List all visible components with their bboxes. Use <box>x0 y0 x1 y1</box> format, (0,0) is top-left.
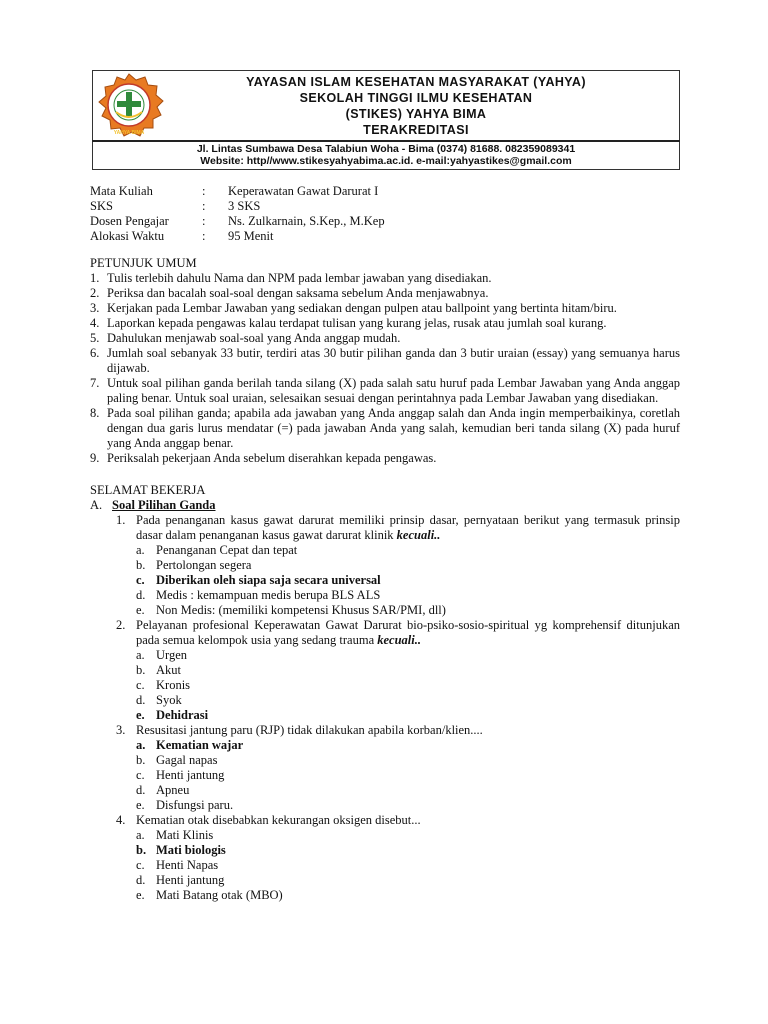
list-number: 3. <box>90 301 100 315</box>
option <box>116 543 680 558</box>
list-text: Laporkan kepada pengawas kalau terdapat tulisan yang kurang jelas, rusak atau jumlah soal kurang. <box>107 316 607 330</box>
option <box>116 588 680 603</box>
info-value: 95 Menit <box>228 229 274 243</box>
question <box>90 723 680 813</box>
college-short-name: (STIKES) YAHYA BIMA <box>345 107 487 121</box>
option-text: Pertolongan segera <box>156 558 252 572</box>
list-text: Periksalah pekerjaan Anda sebelum diserahkan kepada pengawas. <box>107 451 437 465</box>
info-row <box>90 229 385 244</box>
info-value: 3 SKS <box>228 199 261 213</box>
option-letter: e. <box>136 888 145 902</box>
list-item <box>90 301 680 316</box>
question-body: Pelayanan profesional Keperawatan Gawat Darurat bio-psiko-sosio-spiritual yg komprehensif ditunjukan pada semua kelompok usia yang sedang trauma <box>136 618 680 647</box>
option <box>116 888 680 903</box>
question-number: 2. <box>116 618 126 632</box>
option <box>116 603 680 618</box>
instructions-list <box>90 271 680 466</box>
list-item <box>90 346 680 376</box>
list-item <box>90 316 680 331</box>
option-letter: c. <box>136 768 145 782</box>
option-letter: c. <box>136 573 145 587</box>
option <box>116 783 680 798</box>
option <box>116 693 680 708</box>
option-letter: b. <box>136 843 147 857</box>
option-text: Urgen <box>156 648 188 662</box>
accreditation: TERAKREDITASI <box>363 123 469 137</box>
option-text: Mati Klinis <box>156 828 214 842</box>
info-colon: : <box>202 214 206 228</box>
list-text: Kerjakan pada Lembar Jawaban yang sediakan dengan pulpen atau ballpoint yang bertinta hitam/biru. <box>107 301 617 315</box>
option-letter: b. <box>136 558 146 572</box>
option-letter: c. <box>136 858 145 872</box>
option-text: Penanganan Cepat dan tepat <box>156 543 298 557</box>
list-item <box>90 286 680 301</box>
section-letter: A. <box>90 498 103 512</box>
option <box>116 663 680 678</box>
option-letter: a. <box>136 648 145 662</box>
option-text: Akut <box>156 663 181 677</box>
list-number: 7. <box>90 376 100 390</box>
section-name: Soal Pilihan Ganda <box>112 498 216 512</box>
option <box>116 768 680 783</box>
option-text: Disfungsi paru. <box>156 798 234 812</box>
info-value: Keperawatan Gawat Darurat I <box>228 184 379 198</box>
option-letter: b. <box>136 753 146 767</box>
instructions-heading: PETUNJUK UMUM <box>90 256 197 270</box>
list-item <box>90 331 680 346</box>
question-row <box>116 618 680 648</box>
question-text <box>136 618 680 648</box>
option-letter: e. <box>136 603 145 617</box>
option-text: Syok <box>156 693 182 707</box>
info-label: Mata Kuliah <box>90 184 153 198</box>
info-label: Dosen Pengajar <box>90 214 169 228</box>
option-text: Henti jantung <box>156 768 225 782</box>
question-emphasis: kecuali.. <box>377 633 421 647</box>
question-row <box>116 513 680 543</box>
option-letter: a. <box>136 828 145 842</box>
option-text: Diberikan oleh siapa saja secara universal <box>156 573 381 587</box>
list-text: Dahulukan menjawab soal-soal yang Anda anggap mudah. <box>107 331 401 345</box>
option-text: Mati Batang otak (MBO) <box>156 888 283 902</box>
question-number: 3. <box>116 723 126 737</box>
question-text: Resusitasi jantung paru (RJP) tidak dilakukan apabila korban/klien.... <box>136 723 483 737</box>
option-text: Henti Napas <box>156 858 219 872</box>
option <box>116 753 680 768</box>
option-text: Kronis <box>156 678 191 692</box>
question <box>90 618 680 723</box>
list-text: Periksa dan bacalah soal-soal dengan saksama sebelum Anda menjawabnya. <box>107 286 489 300</box>
foundation-name: YAYASAN ISLAM KESEHATAN MASYARAKAT (YAHYA) <box>246 75 586 89</box>
question-emphasis: kecuali.. <box>396 528 441 542</box>
question-body: Pada penanganan kasus gawat darurat memiliki prinsip dasar, pernyataan berikut yang termasuk prinsip dasar dalam penanganan kasus gawat darurat klinik <box>136 513 680 542</box>
info-row <box>90 199 385 214</box>
info-row <box>90 184 385 199</box>
question-row <box>116 813 680 828</box>
list-number: 8. <box>90 406 100 420</box>
question <box>90 513 680 618</box>
option-letter: a. <box>136 738 146 752</box>
option-text: Kematian wajar <box>156 738 244 752</box>
option-letter: d. <box>136 588 146 602</box>
list-item <box>90 376 680 406</box>
option <box>116 828 680 843</box>
option-letter: b. <box>136 663 146 677</box>
question-text: Kematian otak disebabkan kekurangan oksigen disebut... <box>136 813 421 827</box>
list-number: 6. <box>90 346 100 360</box>
question-row <box>116 723 680 738</box>
question-number: 4. <box>116 813 126 827</box>
option-letter: d. <box>136 783 146 797</box>
option-letter: e. <box>136 798 145 812</box>
list-item <box>90 271 680 286</box>
option-letter: d. <box>136 693 146 707</box>
option-answer <box>116 708 680 723</box>
info-colon: : <box>202 184 206 198</box>
info-row <box>90 214 385 229</box>
list-text: Jumlah soal sebanyak 33 butir, terdiri atas 30 butir pilihan ganda dan 3 butir uraian (essay) yang semuanya harus dijawab. <box>107 346 680 375</box>
option <box>116 678 680 693</box>
letterhead-divider <box>92 140 680 142</box>
list-text: Pada soal pilihan ganda; apabila ada jawaban yang Anda anggap salah dan Anda ingin memperbaikinya, coretlah dengan dua garis lurus mendatar (=) pada jawaban Anda yang salah, kemudian beri tanda silang (X) pada huruf yang Anda anggap benar. <box>107 406 680 450</box>
spacer <box>90 466 680 483</box>
option-letter: d. <box>136 873 146 887</box>
address: Jl. Lintas Sumbawa Desa Talabiun Woha - Bima (0374) 81688. 082359089341 <box>196 143 576 155</box>
list-text: Tulis terlebih dahulu Nama dan NPM pada lembar jawaban yang disediakan. <box>107 271 492 285</box>
website-email: Website: http//www.stikesyahyabima.ac.id. e-mail:yahyastikes@gmail.com <box>200 155 572 167</box>
svg-text:YAHYA BIMA: YAHYA BIMA <box>113 130 145 136</box>
list-number: 9. <box>90 451 100 465</box>
info-label: SKS <box>90 199 113 213</box>
info-label: Alokasi Waktu <box>90 229 165 243</box>
info-colon: : <box>202 229 206 243</box>
option-text: Gagal napas <box>156 753 218 767</box>
list-item <box>90 406 680 451</box>
list-number: 2. <box>90 286 100 300</box>
option <box>116 858 680 873</box>
greeting-heading: SELAMAT BEKERJA <box>90 483 206 497</box>
option-answer <box>116 843 680 858</box>
info-colon: : <box>202 199 206 213</box>
option-text: Dehidrasi <box>156 708 209 722</box>
option-letter: e. <box>136 708 145 722</box>
option-answer <box>116 738 680 753</box>
option <box>116 558 680 573</box>
list-number: 1. <box>90 271 100 285</box>
list-item <box>90 451 680 466</box>
option-text: Apneu <box>156 783 190 797</box>
option <box>116 873 680 888</box>
question <box>90 813 680 903</box>
course-info <box>90 184 385 244</box>
question-number: 1. <box>116 513 126 527</box>
info-value: Ns. Zulkarnain, S.Kep., M.Kep <box>228 214 385 228</box>
option-letter: a. <box>136 543 145 557</box>
option-text: Henti jantung <box>156 873 225 887</box>
option-text: Mati biologis <box>156 843 226 857</box>
list-number: 5. <box>90 331 100 345</box>
section-title <box>90 498 680 513</box>
option-answer <box>116 573 680 588</box>
list-number: 4. <box>90 316 100 330</box>
exam-content <box>90 256 680 903</box>
college-name: SEKOLAH TINGGI ILMU KESEHATAN <box>299 91 533 105</box>
list-text: Untuk soal pilihan ganda berilah tanda silang (X) pada salah satu huruf pada Lembar Jawaban yang Anda anggap paling benar. Untuk soal uraian, selesaikan sesuai dengan perintahnya pada Lembar Jawaban yang disediakan. <box>107 376 680 405</box>
option-text: Medis : kemampuan medis berupa BLS ALS <box>156 588 381 602</box>
option <box>116 798 680 813</box>
option <box>116 648 680 663</box>
option-text: Non Medis: (memiliki kompetensi Khusus SAR/PMI, dll) <box>156 603 446 617</box>
option-letter: c. <box>136 678 145 692</box>
letterhead <box>92 70 680 170</box>
question-text <box>136 513 680 543</box>
